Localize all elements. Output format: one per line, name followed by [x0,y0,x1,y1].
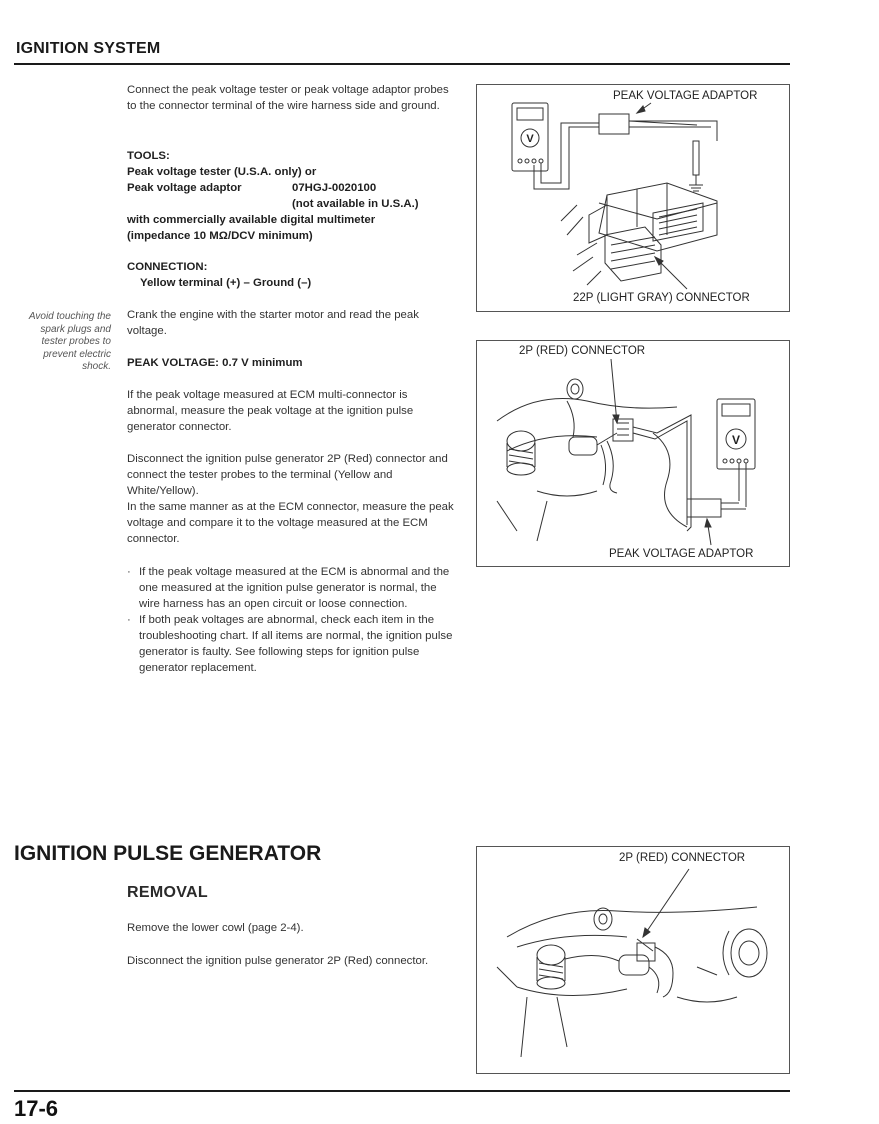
22p-connector-icon [605,227,661,281]
tools-line-2 [127,180,467,196]
figure2-label-connector: 2P (RED) CONNECTOR [519,345,646,357]
tools-line-4: with commercially available digital multimeter [127,214,376,226]
figure2-illustration [477,341,789,566]
bullet-item-2 [127,612,459,676]
crank-paragraph: Crank the engine with the starter motor and read the peak voltage. [127,309,419,337]
figure1-label-connector: 22P (LIGHT GRAY) CONNECTOR [573,292,750,304]
figure2-label-adaptor: PEAK VOLTAGE ADAPTOR [609,548,754,560]
2p-connector-icon [613,419,633,441]
removal-step-2: Disconnect the ignition pulse generator 2P (Red) connector. [127,955,429,967]
page-number: 17-6 [14,1096,59,1121]
disconnect-paragraph-1: Disconnect the ignition pulse generator 2P (Red) connector and connect the tester probes to the terminal (Yellow and White/Yellow). [127,453,448,497]
abnormal-paragraph: If the peak voltage measured at ECM multi-connector is abnormal, measure the peak voltage at the ignition pulse generator connector. [127,389,414,433]
safety-margin-note: Avoid touching the spark plugs and tester probes to prevent electric shock. [28,311,111,372]
section-title: IGNITION PULSE GENERATOR [14,842,322,865]
figure3-illustration [477,847,789,1073]
bullet-marker: · [127,566,131,578]
bullet-text-1: If the peak voltage measured at the ECM is abnormal and the one measured at the ignition pulse generator is normal, the wire harness has an open circuit or loose connection. [139,566,450,610]
figure1-label-adaptor: PEAK VOLTAGE ADAPTOR [613,90,758,102]
tools-line-1: Peak voltage tester (U.S.A. only) or [127,166,317,178]
ecm-unit-icon [599,183,717,251]
figure-pulse-generator-connector [476,340,790,567]
connection-block [127,259,459,291]
multimeter-display [722,404,750,416]
figure3-label-connector: 2P (RED) CONNECTOR [619,852,746,864]
figure-removal-connector [476,846,790,1074]
figure1-meter-symbol: V [526,133,534,145]
intro-paragraph: Connect the peak voltage tester or peak voltage adaptor probes to the connector terminal of the wire harness side and ground. [127,84,449,112]
connection-value: Yellow terminal (+) – Ground (–) [140,277,312,289]
page-header-title: IGNITION SYSTEM [16,40,161,57]
figure2-meter-symbol: V [731,433,741,447]
removal-step-1: Remove the lower cowl (page 2-4). [127,922,304,934]
footer-rule [14,1090,790,1092]
peak-voltage-adaptor-icon [687,499,721,517]
bullet-text-2: If both peak voltages are abnormal, check each item in the troubleshooting chart. If all items are normal, the ignition pulse generator is faulty. See following steps for ignition pulse generator replacement. [139,614,453,674]
tools-line-5: (impedance 10 MΩ/DCV minimum) [127,230,313,242]
figure-ecm-connector [476,84,790,312]
bullet-item-1 [127,564,459,612]
disconnect-paragraph-2: In the same manner as at the ECM connector, measure the peak voltage and compare it to the voltage measured at the ECM connector. [127,501,454,545]
peak-voltage-adaptor-icon [599,114,629,134]
peak-voltage-spec: PEAK VOLTAGE: 0.7 V minimum [127,357,303,369]
bullet-list [127,564,459,676]
tools-heading: TOOLS: [127,150,170,162]
tools-adaptor-code: 07HGJ-0020100 [292,182,377,194]
header-rule [14,63,790,65]
removal-heading: REMOVAL [127,884,208,901]
bullet-marker: · [127,614,131,626]
multimeter-display [517,108,543,120]
connection-heading: CONNECTION: [127,261,208,273]
figure1-illustration [477,85,789,311]
tools-adaptor-name: Peak voltage adaptor [127,182,242,194]
tools-line-3: (not available in U.S.A.) [292,198,419,210]
tools-block [127,148,467,244]
